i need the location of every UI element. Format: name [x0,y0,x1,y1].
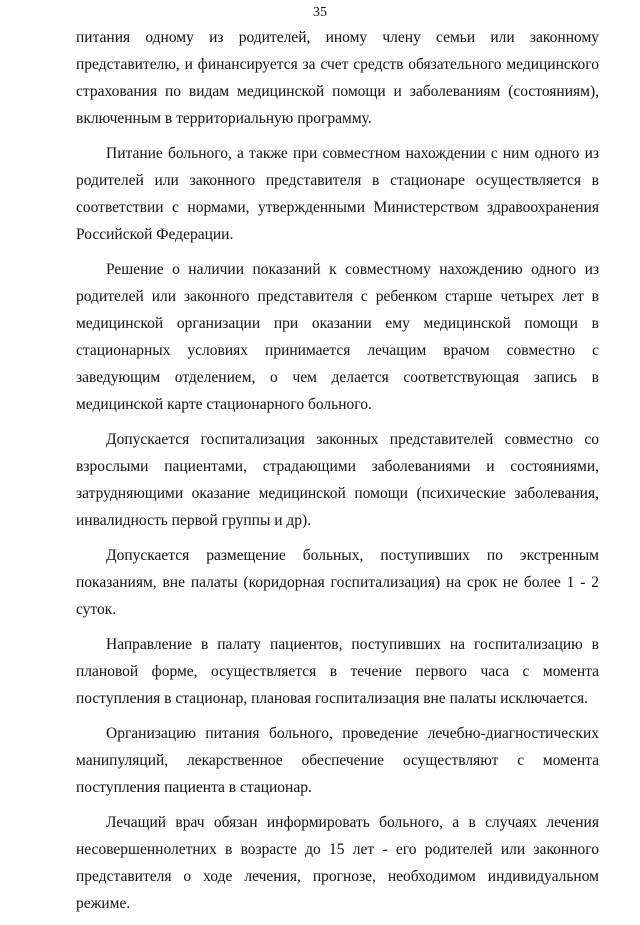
paragraph-continued: питания одному из родителей, иному члену семьи или законному представителю, и финансируется за счет средств обязательного медицинского страхования по видам медицинской помощи и заболеваниям (состояниям), включенным в территориальную программу. [76,29,599,127]
paragraph-corridor-hospitalization: Допускается размещение больных, поступивших по экстренным показаниям, вне палаты (коридорная госпитализация) на срок не более 1 - 2 суток. [76,547,599,618]
paragraph-joint-stay-decision: Решение о наличии показаний к совместному нахождению одного из родителей или законного представителя с ребенком старше четырех лет в медицинской организации при оказании ему медицинской помощи в стационарных условиях принимается лечащим врачом совместно с заведующим отделением, о чем делается соответствующая запись в медицинской карте стационарного больного. [76,261,599,413]
paragraph-nutrition: Питание больного, а также при совместном нахождении с ним одного из родителей или законного представителя в стационаре осуществляется в соответствии с нормами, утвержденными Министерством здравоохранения Российской Федерации. [76,145,599,243]
paragraph-ward-assignment: Направление в палату пациентов, поступивших на госпитализацию в плановой форме, осуществляется в течение первого часа с момента поступления в стационар, плановая госпитализация вне палаты исключается. [76,636,599,707]
paragraph-informing-patient: Лечащий врач обязан информировать больного, а в случаях лечения несовершеннолетних в возрасте до 15 лет - его родителей или законного представителя о ходе лечения, прогнозе, необходимом индивидуальном режиме. [76,814,599,912]
document-body [76,24,599,925]
paragraph-care-organization: Организацию питания больного, проведение лечебно-диагностических манипуляций, лекарственное обеспечение осуществляют с момента поступления пациента в стационар. [76,725,599,796]
paragraph-adult-representatives: Допускается госпитализация законных представителей совместно со взрослыми пациентами, страдающими заболеваниями и состояниями, затрудняющими оказание медицинской помощи (психические заболевания, инвалидность первой группы и др). [76,431,599,529]
page-number: 35 [313,5,327,20]
